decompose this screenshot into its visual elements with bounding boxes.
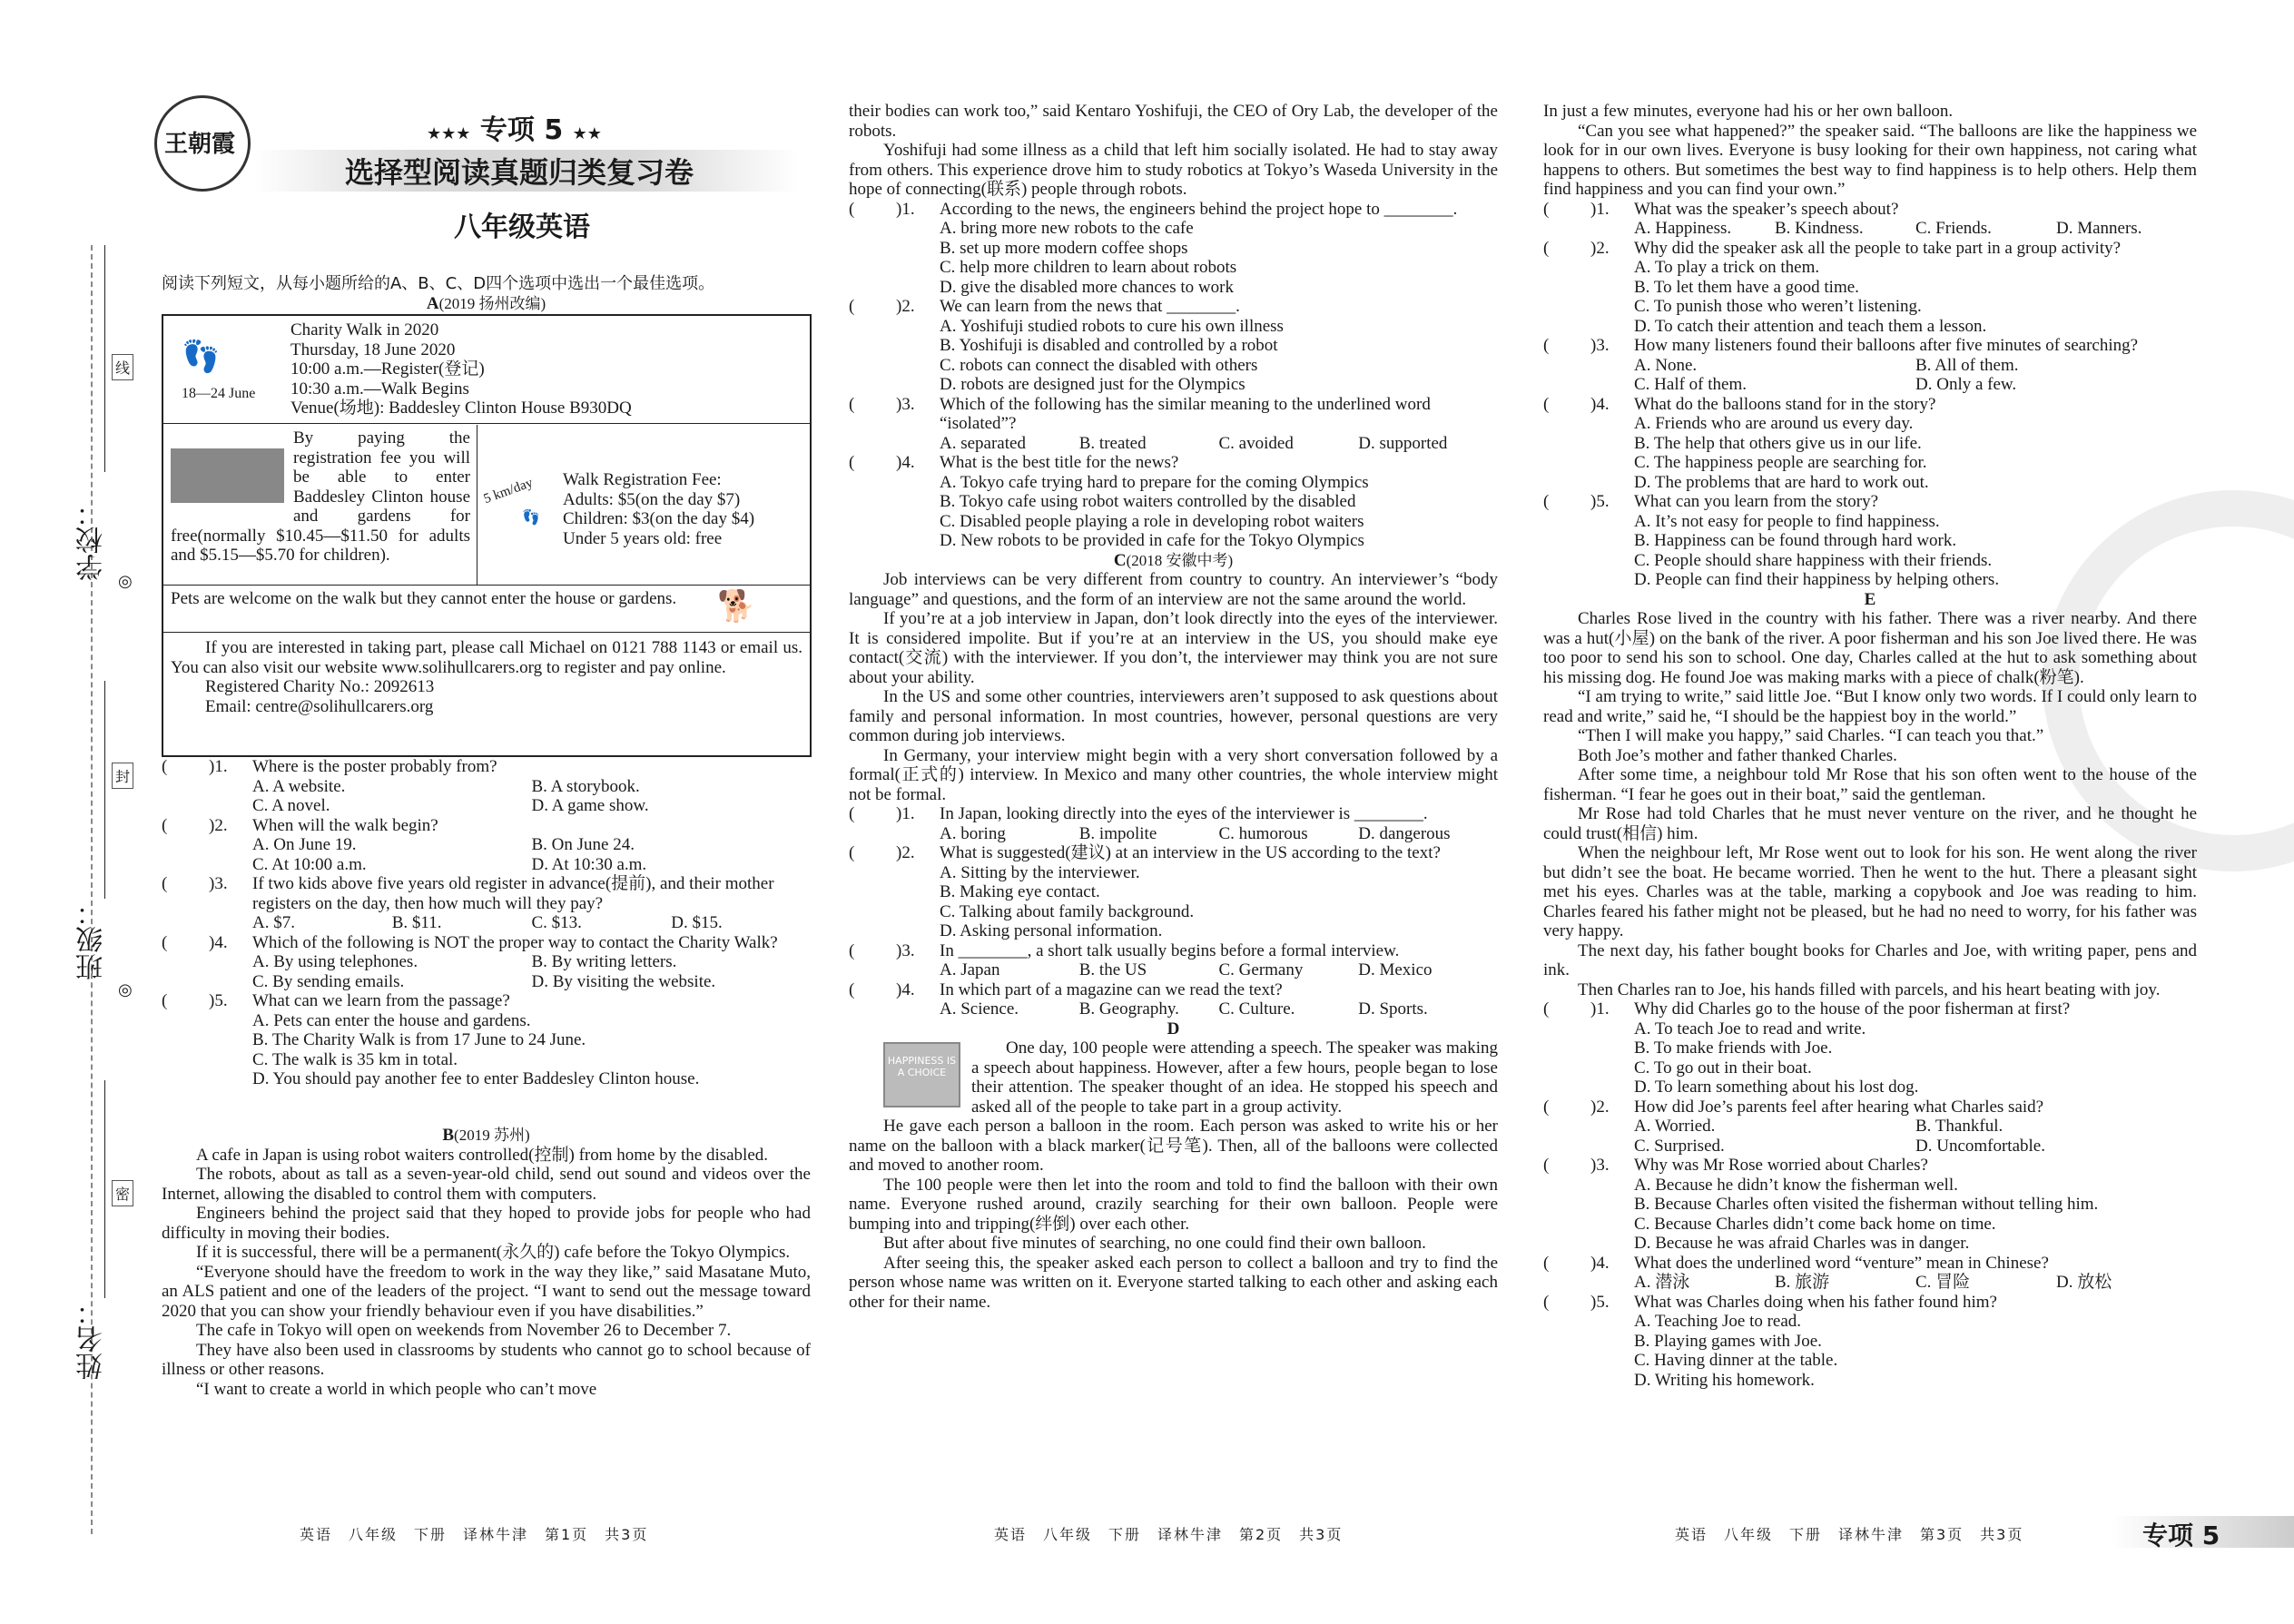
- answer-blank[interactable]: (: [849, 843, 855, 862]
- question-number: )2.: [1590, 1097, 1610, 1117]
- answer-option: D. You should pay another fee to enter Baddesley Clinton house.: [252, 1069, 700, 1088]
- question: [1543, 1156, 2197, 1254]
- passage-paragraph: When the neighbour left, Mr Rose went out to look for his son. He went along the river but didn’t see the boat. He became worried. Then he went to the hut. There a pleasant sight met his eyes. Charles was at the table, marking a copybook and Joe was reading to him. Charles feared his father might not be pleased, but he had no need to worry, for his father was very happy.: [1543, 843, 2197, 940]
- answer-option: C. 冒险: [1915, 1273, 1971, 1292]
- passage-paragraph: The robots, about as tall as a seven-year-old child, send out sound and videos over the Internet, allowing the disabled to control them with computers.: [162, 1165, 811, 1204]
- answer-option: B. Because Charles often visited the fisherman without telling him.: [1634, 1195, 2099, 1214]
- passage-paragraph: Yoshifuji had some illness as a child that left him socially isolated. He had to stay away from others. This experience drove him to study robotics at Tokyo’s Waseda University in the hope of connecting(联系) people through robots.: [849, 141, 1498, 199]
- answer-option: A. Japan: [940, 960, 1000, 979]
- answer-option: C. $13.: [531, 913, 582, 932]
- answer-blank[interactable]: (: [1543, 999, 1550, 1019]
- answer-option: B. the US: [1078, 960, 1147, 979]
- answer-blank[interactable]: (: [849, 804, 855, 823]
- answer-option: B. All of them.: [1915, 355, 2019, 375]
- answer-option: C. Culture.: [1218, 999, 1295, 1019]
- answer-blank[interactable]: (: [1543, 1292, 1550, 1312]
- answer-option: D. Mexico: [1358, 960, 1433, 979]
- answer-option: D. People can find their happiness by helping others.: [1634, 570, 2000, 589]
- question-text: Where is the poster probably from?: [252, 757, 497, 776]
- answer-option: D. New robots to be provided in cafe for the Tokyo Olympics: [940, 531, 1364, 550]
- answer-option: D. By visiting the website.: [531, 971, 716, 991]
- answer-option: A. It’s not easy for people to find happiness.: [1634, 511, 1940, 531]
- answer-blank[interactable]: (: [849, 940, 855, 960]
- logo-icon: [154, 95, 251, 192]
- question: [162, 874, 811, 933]
- answer-option: C. robots can connect the disabled with others: [940, 355, 1258, 375]
- question-number: )3.: [896, 940, 915, 960]
- answer-option: B. Playing games with Joe.: [1634, 1331, 1822, 1351]
- question-number: )4.: [1590, 1253, 1610, 1273]
- answer-blank[interactable]: (: [162, 932, 168, 952]
- question-number: )3.: [209, 874, 228, 893]
- answer-option: D. dangerous: [1358, 823, 1451, 843]
- passage-paragraph: their bodies can work too,” said Kentaro Yoshifuji, the CEO of Ory Lab, the developer of the robots.: [849, 102, 1498, 141]
- question-number: )4.: [1590, 394, 1610, 414]
- passage-paragraph: Then Charles ran to Joe, his hands filled with parcels, and his heart beating with joy.: [1578, 979, 2161, 999]
- answer-option: B. A storybook.: [531, 776, 640, 796]
- answer-option: D. At 10:30 a.m.: [531, 854, 647, 874]
- answer-blank[interactable]: (: [849, 297, 855, 316]
- answer-option: A. Because he didn’t know the fisherman well.: [1634, 1175, 1958, 1195]
- question-text: Why did Charles go to the house of the poor fisherman at first?: [1634, 999, 2071, 1019]
- section-a-questions: [162, 757, 811, 1089]
- answer-blank[interactable]: (: [1543, 336, 1550, 355]
- passage-paragraph: The 100 people were then let into the room and told to find the balloon with their own name. Everyone rushed around, crazily searching for their own balloon. People were bumping into and tripping(绊倒) over each other.: [849, 1175, 1498, 1234]
- question-text: In which part of a magazine can we read the text?: [940, 979, 1283, 999]
- question: [849, 804, 1498, 843]
- passage-paragraph: “Can you see what happened?” the speaker said. “The balloons are like the happiness we look for in our own lives. Everyone is busy looking for their own happiness, not caring what happens to others. But sometimes the best way to find happiness is to help others. Help them find happiness and you can find your own.”: [1543, 121, 2197, 199]
- answer-option: C. The happiness people are searching for.: [1634, 453, 1927, 472]
- answer-option: C. help more children to learn about robots: [940, 258, 1237, 277]
- answer-option: B. Tokyo cafe using robot waiters controlled by the disabled: [940, 492, 1356, 511]
- answer-option: A. A website.: [252, 776, 346, 796]
- answer-blank[interactable]: (: [1543, 238, 1550, 258]
- footprint-small-icon: 👣: [522, 510, 540, 526]
- answer-option: B. To make friends with Joe.: [1634, 1038, 1833, 1058]
- question-text: Why was Mr Rose worried about Charles?: [1634, 1156, 1928, 1175]
- section-d-heading: D: [1167, 1019, 1180, 1038]
- happiness-image: HAPPINESS IS A CHOICE: [883, 1042, 960, 1107]
- answer-option: A. $7.: [252, 913, 295, 932]
- question-text: In ________, a short talk usually begins before a formal interview.: [940, 940, 1400, 960]
- answer-option: D. 放松: [2056, 1273, 2112, 1292]
- answer-option: B. 旅游: [1775, 1273, 1830, 1292]
- question-number: )4.: [209, 932, 228, 952]
- charity-poster: [162, 314, 812, 757]
- passage-paragraph: They have also been used in classrooms by students who cannot go to school because of illness or other reasons.: [162, 1340, 811, 1379]
- answer-option: C. Because Charles didn’t come back home on time.: [1634, 1214, 1996, 1234]
- answer-option: C. Germany: [1218, 960, 1304, 979]
- question-number: )2.: [896, 843, 915, 862]
- passage-paragraph: A cafe in Japan is using robot waiters controlled(控制) from home by the disabled.: [196, 1145, 769, 1165]
- answer-option: A. Sitting by the interviewer.: [940, 862, 1140, 882]
- passage-paragraph: The cafe in Tokyo will open on weekends from November 26 to December 7.: [196, 1321, 732, 1340]
- question-number: )1.: [209, 757, 228, 776]
- dog-icon: 🐕: [717, 590, 756, 624]
- question: [849, 941, 1498, 980]
- answer-blank[interactable]: (: [849, 394, 855, 414]
- answer-option: D. The problems that are hard to work out.: [1634, 472, 1929, 492]
- question-text: What does the underlined word “venture” mean in Chinese?: [1634, 1253, 2049, 1273]
- poster-date-range: 18—24 June: [182, 386, 256, 401]
- answer-option: C. humorous: [1218, 823, 1308, 843]
- question: [849, 395, 1498, 454]
- answer-option: A. On June 19.: [252, 835, 357, 854]
- answer-option: D. robots are designed just for the Olympics: [940, 375, 1245, 394]
- poster-pets: Pets are welcome on the walk but they cannot enter the house or gardens.: [171, 589, 677, 608]
- passage-paragraph: One day, 100 people were attending a speech. The speaker was making a speech about happiness. However, after a few hours, people began to lose their attention. The speaker thought of an idea. He stopped his speech and asked all of the people to take part in a group activity.: [971, 1038, 1498, 1117]
- question: [162, 816, 811, 875]
- answer-option: B. treated: [1078, 433, 1147, 453]
- answer-option: A. separated: [940, 433, 1026, 453]
- passage-paragraph: Charles Rose lived in the country with his father. There was a river nearby. And there was a hut(小屋) on the bank of the river. A poor fisherman and his son Joe lived there. He was too poor to send his son to school. One day, Charles called at the hut to ask something about his missing dog. He found Joe was making marks with a piece of chalk(粉笔).: [1543, 609, 2197, 687]
- name-label: 姓名：: [76, 1298, 108, 1380]
- poster-event-info: Charity Walk in 2020 Thursday, 18 June 2020 10:00 a.m.—Register(登记) 10:30 a.m.—Walk Begins Venue(场地): Baddesley Clinton House B930DQ: [290, 320, 632, 418]
- answer-option: C. avoided: [1218, 433, 1294, 453]
- question-text: What is suggested(建议) at an interview in the US according to the text?: [940, 843, 1441, 862]
- answer-option: A. Science.: [940, 999, 1019, 1019]
- question: [849, 843, 1498, 941]
- question-text: If two kids above five years old register in advance(提前), and their mother registers on the day, then how much will they pay?: [252, 874, 774, 913]
- answer-option: C. Friends.: [1915, 219, 1992, 238]
- answer-blank[interactable]: (: [1543, 1156, 1550, 1175]
- binding-dot-icon: ◎: [118, 572, 133, 590]
- question: [849, 297, 1498, 395]
- footprint-icon: 👣: [182, 340, 221, 374]
- answer-option: C. To go out in their boat.: [1634, 1058, 1812, 1078]
- answer-option: D. Manners.: [2056, 219, 2142, 238]
- answer-option: D. A game show.: [531, 796, 649, 815]
- answer-option: B. impolite: [1078, 823, 1157, 843]
- question-number: )4.: [896, 979, 915, 999]
- page-1: [0, 0, 817, 1624]
- question: [1543, 395, 2197, 493]
- passage-paragraph: Job interviews can be very different from country to country. An interviewer’s “body language” and questions, and the form of an interview are not the same around the world.: [849, 570, 1498, 609]
- question-number: )2.: [209, 815, 228, 835]
- answer-option: A. By using telephones.: [252, 952, 418, 971]
- passage-paragraph: After some time, a neighbour told Mr Rose that his son often went to the house of the fisherman. “I fear he goes out in their boat,” said the gentleman.: [1543, 765, 2197, 804]
- answer-option: B. Thankful.: [1915, 1117, 2004, 1136]
- passage-paragraph: He gave each person a balloon in the room. Each person was asked to write his or her name on the balloon with a black marker(记号笔). Then, all of the balloons were collected and moved to another room.: [849, 1117, 1498, 1175]
- poster-fee-text: By paying the registration fee you will be able to enter Baddesley Clinton house and gardens for free(normally $10.45—$11.50 for adults and $5.15—$5.70 for children).: [171, 428, 470, 565]
- passage-paragraph: “Everyone should have the freedom to work in the way they like,” said Masatane Muto, an ALS patient and one of the leaders of the project. “I want to send out the message toward 2020 that you can show your friendly behaviour even if you have disabilities.”: [162, 1262, 811, 1321]
- passage-paragraph: Engineers behind the project said that they hoped to provide jobs for people who had difficulty in moving their bodies.: [162, 1204, 811, 1243]
- answer-option: A. Tokyo cafe trying hard to prepare for the coming Olympics: [940, 472, 1369, 492]
- answer-option: C. Talking about family background.: [940, 901, 1195, 921]
- answer-option: B. Geography.: [1078, 999, 1179, 1019]
- answer-option: D. Asking personal information.: [940, 921, 1163, 940]
- question-number: )1.: [1590, 999, 1610, 1019]
- passage-paragraph: Both Joe’s mother and father thanked Charles.: [1578, 745, 1897, 765]
- binding-margin: [54, 245, 154, 1534]
- question: [1543, 1097, 2197, 1156]
- page-2: [849, 0, 1502, 1624]
- passage-paragraph: “Then I will make you happy,” said Charles. “I can teach you that.”: [1578, 726, 2044, 745]
- answer-option: B. By writing letters.: [531, 952, 677, 971]
- school-label: 学校：: [76, 499, 108, 581]
- question-number: )5.: [209, 991, 228, 1010]
- question: [1543, 239, 2197, 337]
- question: [1543, 999, 2197, 1097]
- answer-option: D. give the disabled more chances to work: [940, 277, 1234, 297]
- answer-blank[interactable]: (: [1543, 1097, 1550, 1117]
- answer-option: B. On June 24.: [531, 835, 635, 854]
- question-text: In Japan, looking directly into the eyes of the interviewer is ________.: [940, 804, 1428, 823]
- answer-option: B. Yoshifuji is disabled and controlled by a robot: [940, 336, 1278, 355]
- seal-mark-feng: 封: [112, 763, 133, 789]
- section-e-heading: E: [1864, 589, 1876, 609]
- question-text: How did Joe’s parents feel after hearing what Charles said?: [1634, 1097, 2044, 1117]
- passage-paragraph: If you’re at a job interview in Japan, don’t look directly into the eyes of the interviewer. It is considered impolite. But if you’re at an interview in the US, you should make eye contact(交流) with the interviewer. If you don’t, the interviewer may think you are not sure about your ability.: [849, 609, 1498, 687]
- answer-blank[interactable]: (: [162, 991, 168, 1010]
- passage-paragraph: “I am trying to write,” said little Joe. “But I know only two words. If I could only learn to read and write,” said he, “I should be the happiest boy in the world.”: [1543, 687, 2197, 726]
- answer-option: A. None.: [1634, 355, 1698, 375]
- question-text: What is the best title for the news?: [940, 453, 1179, 472]
- answer-blank[interactable]: (: [849, 199, 855, 219]
- answer-blank[interactable]: (: [162, 815, 168, 835]
- answer-option: C. To punish those who weren’t listening.: [1634, 297, 1922, 316]
- answer-option: A. Worried.: [1634, 1117, 1716, 1136]
- answer-option: A. Happiness.: [1634, 219, 1732, 238]
- question-text: What was Charles doing when his father found him?: [1634, 1292, 1997, 1312]
- question: [1543, 200, 2197, 239]
- question-text: What can you learn from the story?: [1634, 492, 1879, 511]
- question-number: )1.: [896, 199, 915, 219]
- question: [162, 933, 811, 992]
- answer-option: C. Surprised.: [1634, 1136, 1725, 1156]
- passage-paragraph: Mr Rose had told Charles that he must never venture on the river, and he thought he could trust(相信) him.: [1543, 804, 2197, 843]
- answer-option: C. Half of them.: [1634, 375, 1748, 394]
- page-subtitle: 八年级英语: [454, 212, 590, 243]
- question-number: )1.: [1590, 199, 1610, 219]
- answer-option: C. Having dinner at the table.: [1634, 1351, 1838, 1370]
- logo-text: 王朝霞: [164, 131, 236, 158]
- answer-option: B. set up more modern coffee shops: [940, 238, 1188, 258]
- question-number: )2.: [1590, 238, 1610, 258]
- answer-option: D. To learn something about his lost dog.: [1634, 1078, 1919, 1097]
- question-number: )2.: [896, 297, 915, 316]
- answer-blank[interactable]: (: [1543, 1253, 1550, 1273]
- answer-option: B. $11.: [391, 913, 442, 932]
- section-c-heading: C(2018 安徽中考): [1113, 550, 1234, 570]
- answer-option: B. The Charity Walk is from 17 June to 24 June.: [252, 1030, 586, 1049]
- question-text: What do the balloons stand for in the story?: [1634, 394, 1936, 414]
- answer-option: D. Because he was afraid Charles was in danger.: [1634, 1234, 1970, 1253]
- answer-option: A. boring: [940, 823, 1006, 843]
- question-number: )5.: [1590, 492, 1610, 511]
- answer-option: B. The help that others give us in our life.: [1634, 433, 1922, 453]
- answer-option: A. To play a trick on them.: [1634, 258, 1820, 277]
- instructions: 阅读下列短文，从每小题所给的A、B、C、D四个选项中选出一个最佳选项。: [162, 274, 715, 293]
- answer-option: D. Writing his homework.: [1634, 1370, 1815, 1390]
- page-footer-2: 英语 八年级 下册 译林牛津 第2页 共3页: [994, 1526, 1344, 1543]
- question-text: We can learn from the news that ________.: [940, 297, 1240, 316]
- poster-distance: 5 km/day: [481, 475, 536, 507]
- answer-option: B. To let them have a good time.: [1634, 277, 1859, 297]
- question-number: )3.: [1590, 336, 1610, 355]
- answer-blank[interactable]: (: [849, 979, 855, 999]
- passage-paragraph: In the US and some other countries, interviewers aren’t supposed to ask questions about family and personal information. In most countries, however, personal questions are very common during job interviews.: [849, 687, 1498, 745]
- poster-fee-list: Walk Registration Fee: Adults: $5(on the day $7) Children: $3(on the day $4) Under 5 years old: free: [563, 470, 755, 548]
- section-a-heading: A(2019 扬州改编): [426, 293, 546, 313]
- answer-blank[interactable]: (: [1543, 492, 1550, 511]
- answer-blank[interactable]: (: [1543, 199, 1550, 219]
- answer-option: D. Uncomfortable.: [1915, 1136, 2045, 1156]
- question: [849, 980, 1498, 1019]
- question: [1543, 492, 2197, 590]
- question-text: Which of the following is NOT the proper way to contact the Charity Walk?: [252, 932, 778, 952]
- passage-paragraph: After seeing this, the speaker asked each person to collect a balloon and try to find the person whose name was written on it. Everyone started talking to each other and asking each other for their name.: [849, 1253, 1498, 1312]
- question: [162, 991, 811, 1089]
- question: [162, 757, 811, 816]
- poster-contact: If you are interested in taking part, please call Michael on 0121 788 1143 or email us. You can also visit our website www.solihullcarers.org to register and pay online. Registered Charity No.: 2092613 Email: centre@solihullcarers.org: [171, 638, 802, 716]
- question-number: )3.: [896, 394, 915, 414]
- answer-option: D. To catch their attention and teach them a lesson.: [1634, 316, 1987, 336]
- answer-option: B. Making eye contact.: [940, 882, 1100, 901]
- page-title: 选择型阅读真题归类复习卷: [345, 155, 694, 190]
- answer-option: D. $15.: [671, 913, 723, 932]
- answer-option: C. People should share happiness with their friends.: [1634, 550, 1993, 570]
- question-text: According to the news, the engineers behind the project hope to ________.: [940, 199, 1458, 219]
- answer-option: D. supported: [1358, 433, 1448, 453]
- question-number: )3.: [1590, 1156, 1610, 1175]
- question: [1543, 1293, 2197, 1391]
- passage-paragraph: In just a few minutes, everyone had his or her own balloon.: [1543, 102, 1954, 121]
- passage-paragraph: In Germany, your interview might begin with a very short conversation followed by a formal(正式的) interview. In Mexico and many other countries, the whole interview might not be formal.: [849, 745, 1498, 804]
- question: [849, 200, 1498, 298]
- question-number: )1.: [896, 804, 915, 823]
- answer-option: A. Friends who are around us every day.: [1634, 414, 1914, 433]
- answer-option: B. Happiness can be found through hard work.: [1634, 531, 1957, 550]
- binding-dot-icon: ◎: [118, 980, 133, 999]
- answer-option: A. To teach Joe to read and write.: [1634, 1019, 1866, 1038]
- passage-paragraph: The next day, his father bought books for Charles and Joe, with writing paper, pens and ink.: [1543, 940, 2197, 979]
- answer-option: A. bring more new robots to the cafe: [940, 219, 1194, 238]
- series-label: ★★★ 专项 5 ★★: [427, 114, 602, 146]
- page-footer-3: 英语 八年级 下册 译林牛津 第3页 共3页: [1675, 1526, 2024, 1543]
- answer-option: A. Yoshifuji studied robots to cure his own illness: [940, 316, 1284, 336]
- question: [1543, 1254, 2197, 1293]
- question: [1543, 336, 2197, 395]
- question-number: )4.: [896, 453, 915, 472]
- corner-label: 专项 5: [2142, 1521, 2220, 1550]
- answer-option: C. By sending emails.: [252, 971, 405, 991]
- question-text: What can we learn from the passage?: [252, 991, 510, 1010]
- answer-blank[interactable]: (: [849, 453, 855, 472]
- passage-paragraph: “I want to create a world in which people who can’t move: [196, 1379, 597, 1399]
- answer-blank[interactable]: (: [162, 757, 168, 776]
- passage-paragraph: If it is successful, there will be a permanent(永久的) cafe before the Tokyo Olympics.: [196, 1243, 791, 1262]
- question: [849, 453, 1498, 551]
- section-b-heading: B(2019 苏州): [442, 1126, 530, 1145]
- answer-blank[interactable]: (: [1543, 394, 1550, 414]
- answer-option: C. Disabled people playing a role in developing robot waiters: [940, 511, 1364, 531]
- answer-option: C. A novel.: [252, 796, 330, 815]
- page-3: [1543, 0, 2294, 1624]
- question-text: Why did the speaker ask all the people to take part in a group activity?: [1634, 238, 2122, 258]
- passage-paragraph: But after about five minutes of searching, no one could find their own balloon.: [883, 1234, 1426, 1253]
- answer-blank[interactable]: (: [162, 874, 168, 893]
- answer-option: D. Only a few.: [1915, 375, 2017, 394]
- question-text: How many listeners found their balloons after five minutes of searching?: [1634, 336, 2139, 355]
- question-text: Which of the following has the similar meaning to the underlined word “isolated”?: [940, 394, 1431, 433]
- section-b-passage: [162, 1126, 811, 1399]
- answer-option: A. Pets can enter the house and gardens.: [252, 1010, 531, 1030]
- page-footer-1: 英语 八年级 下册 译林牛津 第1页 共3页: [300, 1526, 649, 1543]
- question-text: When will the walk begin?: [252, 815, 438, 835]
- question-number: )5.: [1590, 1292, 1610, 1312]
- answer-option: C. At 10:00 a.m.: [252, 854, 367, 874]
- answer-option: A. 潜泳: [1634, 1273, 1690, 1292]
- seal-mark-xian: 线: [112, 354, 133, 380]
- seal-mark-mi: 密: [112, 1180, 133, 1206]
- answer-option: D. Sports.: [1358, 999, 1428, 1019]
- question-text: What was the speaker’s speech about?: [1634, 199, 1899, 219]
- answer-option: A. Teaching Joe to read.: [1634, 1312, 1802, 1331]
- class-label: 班级：: [76, 899, 108, 980]
- answer-option: B. Kindness.: [1775, 219, 1864, 238]
- answer-option: C. The walk is 35 km in total.: [252, 1049, 458, 1069]
